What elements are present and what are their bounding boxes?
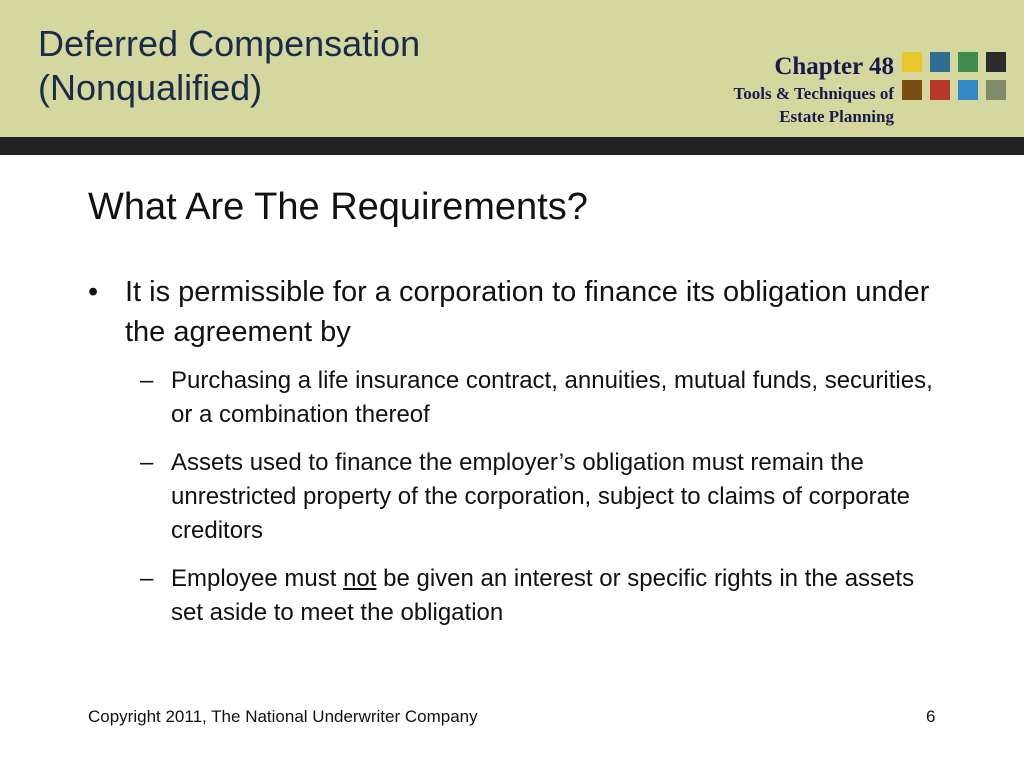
sub-bullet-marker: – [140,449,154,476]
sub-bullet-text: Purchasing a life insurance contract, annuities, mutual funds, securities, or a combination thereof [171,367,933,428]
sub-bullet-item [140,446,948,548]
square-3 [958,52,978,72]
book-title-line-2: Estate Planning [779,107,894,126]
square-4 [986,52,1006,72]
header-divider-bar [0,137,1024,155]
chapter-label [734,52,894,128]
sub-bullet-item [140,562,948,630]
bullet-item [88,272,948,352]
sub-bullet-marker: – [140,367,154,394]
emphasized-word: not [343,565,377,592]
decorative-squares-logo [902,52,1006,104]
deck-title [38,22,598,110]
square-7 [958,80,978,100]
sub-bullet-text-end: be given an interest or specific rights in the assets set aside to meet the obligation [171,565,915,626]
bullet-text: It is permissible for a corporation to finance its obligation under the agreement by [125,276,930,348]
sub-bullet-item [140,364,948,432]
book-title-line-1: Tools & Techniques of [733,84,894,103]
sub-bullet-text-start: Employee must [171,565,344,592]
sub-bullet-text: Assets used to finance the employer’s obligation must remain the unrestricted property of the corporation, subject to claims of corporate creditors [171,449,911,544]
square-2 [930,52,950,72]
slide-heading: What Are The Requirements? [88,186,588,228]
bullet-marker: • [88,276,99,308]
slide-header-band [0,0,1024,137]
copyright-footer: Copyright 2011, The National Underwriter Company [88,707,478,726]
deck-title-line-1: Deferred Compensation [38,23,421,64]
square-5 [902,80,922,100]
square-1 [902,52,922,72]
chapter-number: Chapter 48 [774,53,894,80]
slide-body [88,272,948,644]
square-6 [930,80,950,100]
deck-title-line-2: (Nonqualified) [38,67,263,108]
sub-bullet-marker: – [140,565,154,592]
square-8 [986,80,1006,100]
page-number: 6 [926,707,936,726]
